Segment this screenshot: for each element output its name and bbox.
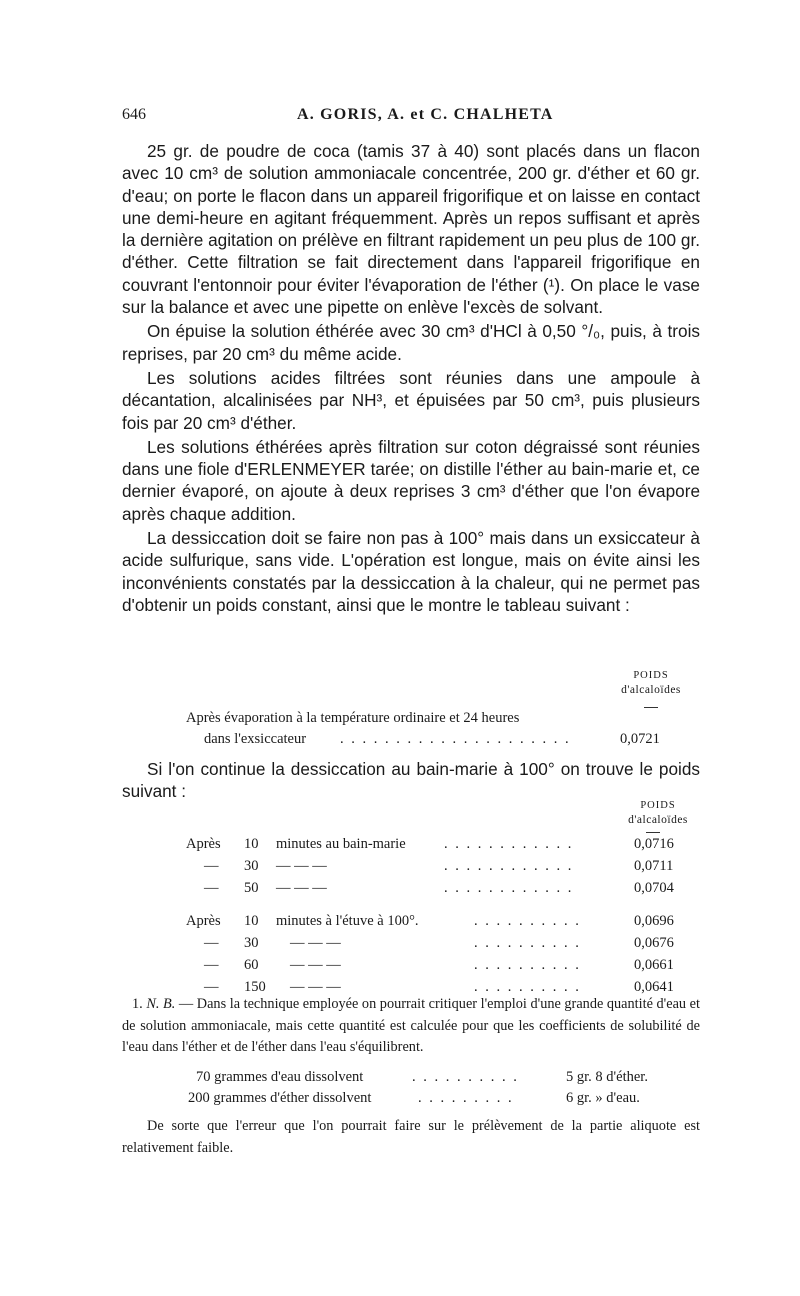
running-header: [122, 106, 702, 130]
table2-cell-minutes: 150: [244, 978, 266, 995]
table2-cell-dots: . . . . . . . . . .: [474, 978, 581, 995]
table1-header-rule: [644, 707, 658, 708]
footnote-closing-text: De sorte que l'erreur que l'on pourrait faire sur le prélèvement de la partie aliquote est relativement faible.: [122, 1118, 700, 1156]
paragraph-4: Les solutions éthérées après filtration sur coton dégraissé sont réunies dans une fiole d'ERLENMEYER tarée; on distille l'éther au bain-marie et, ce dernier évaporé, on ajoute à deux reprises 3 cm³ d'éther que l'on évapore après chaque addition.: [122, 436, 700, 524]
footnote-text: — Dans la technique employée on pourrait critiquer l'emploi d'une grande quantité d'eau et de solution ammoniacale, mais cette quantité est calculée pour que les coefficients de solubilité de l'eau dans l'éther et de l'éther dans l'eau s'équilibrent.: [122, 996, 700, 1055]
table2-cell-desc: minutes au bain-marie: [276, 836, 406, 852]
table1-col-head-bottom: d'alcaloïdes: [621, 684, 681, 696]
page-number: 646: [122, 106, 146, 123]
table1-row-dots: . . . . . . . . . . . . . . . . . . . . .: [340, 731, 571, 747]
table1-row-line1: Après évaporation à la température ordinaire et 24 heures: [186, 710, 520, 726]
table2-cell-dots: . . . . . . . . . .: [474, 957, 581, 973]
main-text: [122, 140, 700, 618]
table2-cell-dots: . . . . . . . . . . . .: [444, 836, 574, 852]
table1-row-line2: dans l'exsiccateur: [204, 731, 307, 747]
footnote-line2-left: 200 grammes d'éther dissolvent: [188, 1090, 372, 1106]
table2-cell-desc: — — —: [276, 857, 327, 874]
table2-column-header: [612, 798, 704, 828]
table2-cell-minutes: 30: [244, 857, 259, 874]
footnote-paragraph: [122, 994, 700, 1059]
table2-cell-minutes: 10: [244, 836, 259, 852]
paragraph-3: Les solutions acides filtrées sont réunies dans une ampoule à décantation, alcalinisées par NH³, et épuisées par 50 cm³, puis plusieurs fois par 20 cm³ d'éther.: [122, 367, 700, 433]
paragraph-6: Si l'on continue la dessiccation au bain-marie à 100° on trouve le poids suivant :: [122, 759, 700, 802]
footnote: [122, 994, 700, 1059]
footnote-line1-left: 70 grammes d'eau dissolvent: [196, 1069, 364, 1085]
table2-cell-value: 0,0716: [634, 836, 674, 852]
paragraph-1: 25 gr. de poudre de coca (tamis 37 à 40) sont placés dans un flacon avec 10 cm³ de solution ammoniacale concentrée, 200 gr. d'éther et 60 gr. d'eau; on porte le flacon dans un appareil frigorifique et on laisse en contact une demi-heure en agitant fréquemment. Après un repos suffisant et après la dernière agitation on prélève en filtrant rapidement un peu plus de 100 gr. d'éther. Cette filtration se fait directement dans l'appareil frigorifique en couvrant l'entonnoir pour éviter l'évaporation de l'éther (¹). On place le vase sur la balance et avec une pipette on enlève l'excès de solvant.: [122, 141, 700, 318]
table2-cell-lead: —: [204, 957, 219, 973]
table2-col-head-top: POIDS: [640, 800, 676, 811]
table2-cell-dots: . . . . . . . . . . . .: [444, 879, 574, 896]
footnote-line1-dots: . . . . . . . . . .: [412, 1069, 519, 1085]
table2-cell-value: 0,0676: [634, 935, 674, 952]
table2-cell-minutes: 30: [244, 935, 259, 952]
table1-column-header: [600, 668, 702, 698]
table2-cell-lead: Après: [186, 836, 221, 852]
table2-cell-value: 0,0711: [634, 857, 674, 874]
footnote-line2-right: 6 gr. » d'eau.: [566, 1090, 640, 1106]
table2-cell-desc: — — —: [290, 978, 341, 995]
table2-cell-dots: . . . . . . . . . .: [474, 913, 581, 930]
table2-cell-lead: —: [204, 879, 219, 896]
table2-cell-value: 0,0641: [634, 978, 674, 995]
table2-col-head-bottom: d'alcaloïdes: [628, 814, 688, 826]
footnote-closing: [122, 1116, 700, 1159]
table2-cell-minutes: 60: [244, 957, 259, 973]
table2-cell-desc: minutes à l'étuve à 100°.: [276, 913, 419, 930]
table2-cell-lead: —: [204, 978, 219, 995]
running-title: A. GORIS, A. et C. CHALHETA: [297, 106, 554, 123]
table2-cell-desc: — — —: [290, 935, 341, 952]
table2-header-rule: [646, 832, 660, 833]
footnote-line2-dots: . . . . . . . . .: [418, 1090, 514, 1106]
table2-cell-desc: — — —: [290, 957, 341, 973]
footnote-marker: 1.: [132, 996, 143, 1012]
table2-cell-minutes: 50: [244, 879, 259, 896]
table2-cell-lead: —: [204, 857, 219, 874]
paragraph-5: La dessiccation doit se faire non pas à 100° mais dans un exsiccateur à acide sulfurique, sans vide. L'opération est longue, mais on évite ainsi les inconvénients constatés par la dessiccation à la chaleur, qui ne permet pas d'obtenir un poids constant, ainsi que le montre le tableau suivant :: [122, 528, 700, 615]
table2-cell-desc: — — —: [276, 879, 327, 896]
table2-cell-lead: Après: [186, 913, 221, 930]
table2-cell-dots: . . . . . . . . . .: [474, 935, 581, 952]
footnote-line1-right: 5 gr. 8 d'éther.: [566, 1069, 648, 1085]
footnote-nb: N. B.: [146, 996, 176, 1012]
table2-cell-minutes: 10: [244, 913, 259, 930]
table2-cell-lead: —: [204, 935, 219, 952]
table2-cell-value: 0,0696: [634, 913, 674, 930]
table2-cell-dots: . . . . . . . . . . . .: [444, 857, 574, 874]
paragraph-2: On épuise la solution éthérée avec 30 cm³ d'HCl à 0,50 °/₀, puis, à trois reprises, par 20 cm³ du même acide.: [122, 321, 700, 364]
table2-cell-value: 0,0704: [634, 879, 674, 896]
table2-cell-value: 0,0661: [634, 957, 674, 973]
table1-col-head-top: POIDS: [633, 670, 669, 681]
table1-row-value: 0,0721: [620, 731, 660, 747]
